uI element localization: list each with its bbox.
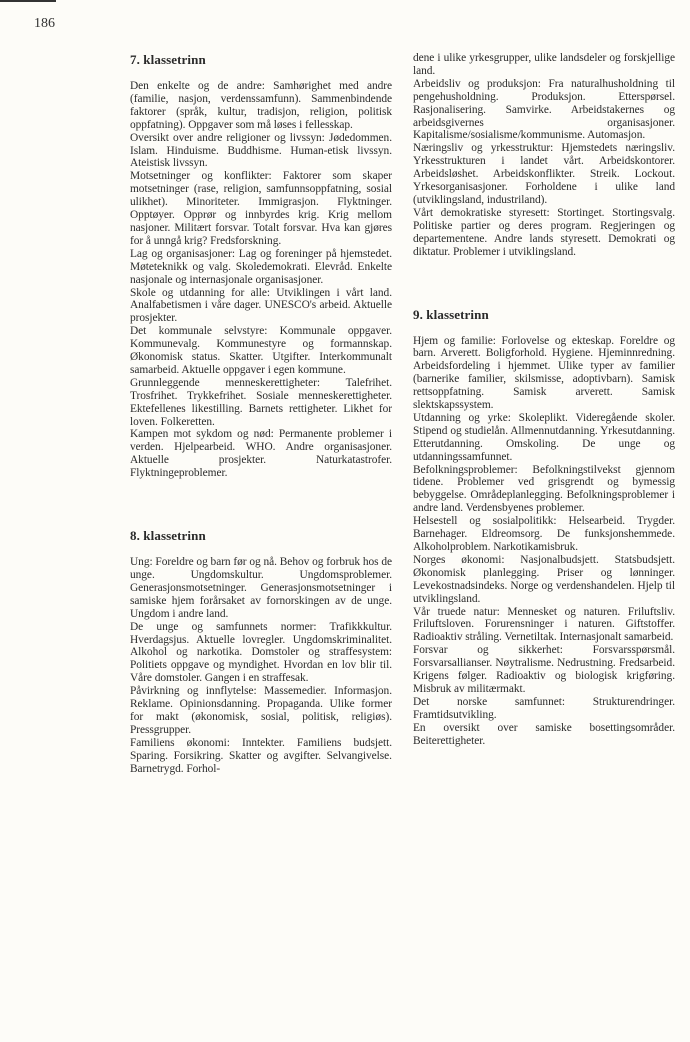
paragraph: Grunnleggende menneskerettigheter: Talefrihet. Trosfrihet. Trykkefrihet. Sosiale menneskerettigheter. Ektefellenes likestilling. Barnets rettigheter. Likhet for loven. Folkeretten. (130, 376, 392, 428)
paragraph: Ung: Foreldre og barn før og nå. Behov og forbruk hos de unge. Ungdomskultur. Ungdomsproblemer. Generasjonsmotsetninger. Generasjonsmotsetninger i samiske hjem forårsaket av fornorskingen av de unge. Ungdom i andre land. (130, 556, 392, 620)
paragraph: Hjem og familie: Forlovelse og ekteskap. Foreldre og barn. Arverett. Boligforhold. Hygiene. Hjeminnredning. Arbeidsfordeling i hjemmet. Ulike typer av familier (barnerike familier, skilsmisse, adoptivbarn). Samisk rettsoppfatning. Samisk arverett. Samisk slektskapssystem. (413, 334, 675, 412)
paragraph: Kampen mot sykdom og nød: Permanente problemer i verden. Hjelpearbeid. WHO. Andre organisasjoner. Aktuelle prosjekter. Naturkatastrofer. Flyktningeproblemer. (130, 428, 392, 480)
section-heading-7: 7. klassetrinn (130, 52, 206, 67)
paragraph: Helsestell og sosialpolitikk: Helsearbeid. Trygder. Barnehager. Eldreomsorg. De funksjonshemmede. Alkoholproblem. Narkotikamisbruk. (413, 515, 675, 553)
paragraph: Befolkningsproblemer: Befolkningstilvekst gjennom tidene. Problemer ved grisgrendt og bymessig bebyggelse. Områdeplanlegging. Befolkningsproblemer i andre land. Verdensbyenes problemer. (413, 463, 675, 515)
right-column (413, 52, 675, 748)
paragraph: Vårt demokratiske styresett: Stortinget. Stortingsvalg. Politiske partier og deres program. Regjeringen og departementene. Andre lands styresett. Demokrati og diktatur. Problemer i utviklingsland. (413, 206, 675, 258)
paragraph: Det norske samfunnet: Strukturendringer. Framtidsutvikling. (413, 695, 675, 721)
paragraph: Vår truede natur: Mennesket og naturen. Friluftsliv. Friluftsloven. Forurensninger i naturen. Giftstoffer. Radioaktiv stråling. Vernetiltak. Internasjonalt samarbeid. (413, 605, 675, 644)
section-heading-9: 9. klassetrinn (413, 306, 489, 322)
paragraph: En oversikt over samiske bosettingsområder. Beiterettigheter. (413, 721, 675, 747)
paragraph: Utdanning og yrke: Skoleplikt. Videregående skoler. Stipend og studielån. Allmennutdanning. Yrkesutdanning. Etterutdanning. Omskoling. De unge og utdanningssamfunnet. (413, 411, 675, 463)
paragraph: Motsetninger og konflikter: Faktorer som skaper motsetninger (rase, religion, samfunnsoppfatning, sosial ulikhet). Minoriteter. Immigrasjon. Flyktninger. Opptøyer. Opprør og innbyrdes krig. Krig mellom nasjoner. Militært forsvar. Totalt forsvar. Hva kan gjøres for å unngå krig? Fredsforskning. (130, 170, 392, 247)
paragraph: Oversikt over andre religioner og livssyn: Jødedommen. Islam. Hinduisme. Buddhisme. Human-etisk livssyn. Ateistisk livssyn. (130, 131, 392, 170)
paragraph: Påvirkning og innflytelse: Massemedier. Informasjon. Reklame. Opinionsdanning. Propaganda. Ulike former for makt (økonomisk, sosial, politisk, religiøs). Pressgrupper. (130, 685, 392, 736)
paragraph: Lag og organisasjoner: Lag og foreninger på hjemstedet. Møteteknikk og valg. Skoledemokrati. Elevråd. Enkelte nasjonale og internasjonale organisasjoner. (130, 247, 392, 286)
top-rule (0, 0, 56, 2)
paragraph: Norges økonomi: Nasjonalbudsjett. Statsbudsjett. Økonomisk planlegging. Priser og lønninger. Levekostnadsindeks. Norge og verdenshandelen. Hjelp til utviklingsland. (413, 553, 675, 605)
section-heading-8: 8. klassetrinn (130, 528, 206, 544)
paragraph: Arbeidsliv og produksjon: Fra naturalhusholdning til pengehusholdning. Produksjon. Etterspørsel. Rasjonalisering. Samvirke. Arbeidstakernes og arbeidsgivernes organisasjoner. Kapitalisme/sosialisme/kommunisme. Automasjon. (413, 77, 675, 142)
paragraph: Det kommunale selvstyre: Kommunale oppgaver. Kommunevalg. Kommunestyre og formannskap. Økonomisk status. Skatter. Utgifter. Interkommunalt samarbeid. Aktuelle oppgaver i egen kommune. (130, 325, 392, 376)
paragraph: De unge og samfunnets normer: Trafikkkultur. Hverdagsjus. Aktuelle lovregler. Ungdomskriminalitet. Alkohol og narkotika. Domstoler og straffesystem: Politiets oppgave og myndighet. Hvordan en lov blir til. Våre domstoler. Gangen i en straffesak. (130, 620, 392, 685)
left-column (130, 52, 392, 776)
paragraph: Næringsliv og yrkesstruktur: Hjemstedets næringsliv. Yrkesstrukturen i landet vårt. Arbeidskontorer. Arbeidsløshet. Arbeidskonflikter. Streik. Lockout. Yrkesorganisasjoner. Forholdene i ulike land (utviklingsland, industriland). (413, 142, 675, 206)
paragraph: Forsvar og sikkerhet: Forsvarsspørsmål. Forsvarsallianser. Nøytralisme. Nedrustning. Fredsarbeid. Krigens følger. Radioaktiv og biologisk krigføring. Misbruk av militærmakt. (413, 644, 675, 695)
paragraph: Skole og utdanning for alle: Utviklingen i vårt land. Analfabetismen i våre dager. UNESCO's arbeid. Aktuelle prosjekter. (130, 286, 392, 325)
paragraph: dene i ulike yrkesgrupper, ulike landsdeler og forskjellige land. (413, 52, 675, 77)
page-number: 186 (34, 16, 55, 31)
paragraph: Familiens økonomi: Inntekter. Familiens budsjett. Sparing. Forsikring. Skatter og avgifter. Selvangivelse. Barnetrygd. Forhol- (130, 736, 392, 775)
paragraph: Den enkelte og de andre: Samhørighet med andre (familie, nasjon, verdenssamfunn). Sammenbindende faktorer (språk, kultur, tradisjon, religion, politisk oppfatning). Oppgaver som må løses i fellesskap. (130, 80, 392, 131)
